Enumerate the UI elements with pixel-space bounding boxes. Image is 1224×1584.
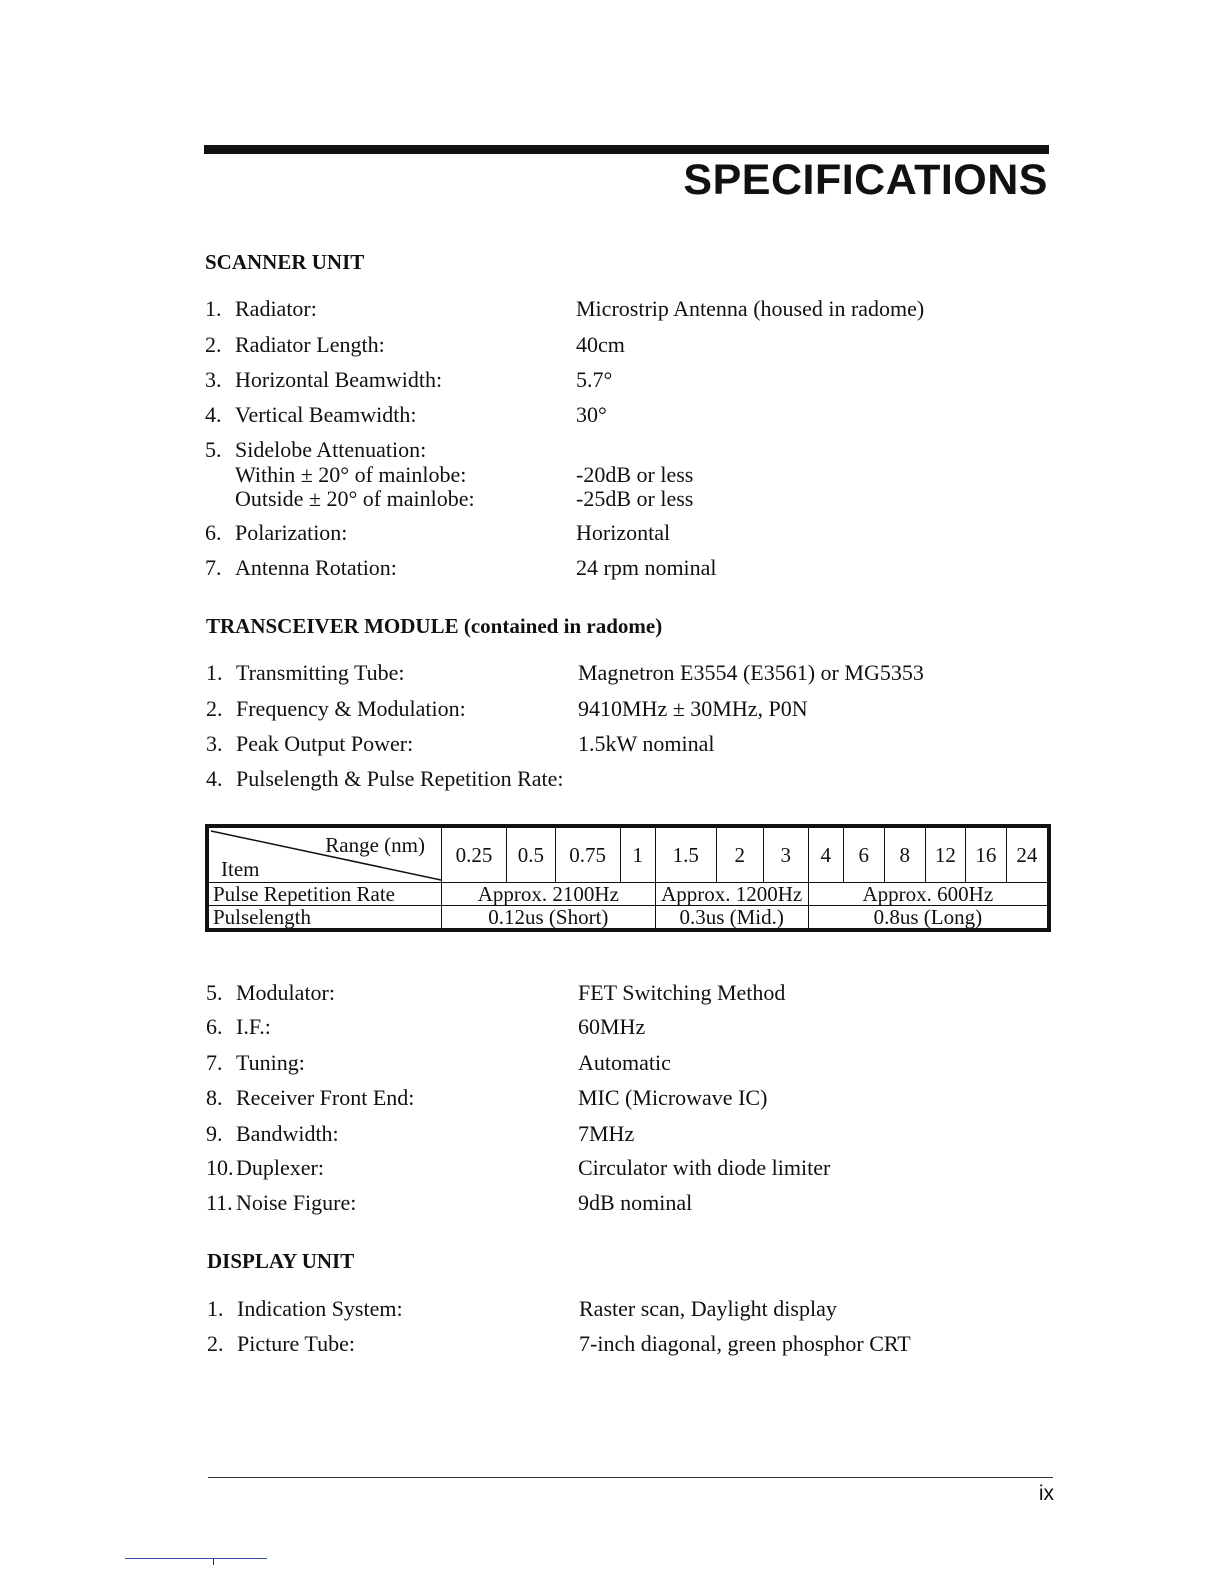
footer-rule: [208, 1477, 1053, 1478]
spec-value: Circulator with diode limiter: [578, 1155, 831, 1180]
range-cell: 3: [763, 826, 808, 883]
spec-value: 7MHz: [578, 1121, 635, 1146]
sidelobe-value: -20dB or less: [576, 462, 694, 487]
table-row: [207, 906, 1049, 931]
spec-label: Pulselength & Pulse Repetition Rate:: [236, 766, 564, 791]
spec-label: Bandwidth:: [236, 1121, 339, 1146]
sidelobe-label: Within ± 20° of mainlobe:: [235, 462, 467, 487]
range-header: Range (nm): [325, 833, 425, 857]
item-number: 3.: [205, 367, 222, 392]
spec-value: 60MHz: [578, 1014, 646, 1039]
item-number: 6.: [206, 1014, 223, 1039]
item-number: 5.: [205, 437, 222, 462]
range-cell: 12: [925, 826, 965, 883]
spec-value: Microstrip Antenna (housed in radome): [576, 296, 925, 321]
range-cell: 2: [716, 826, 763, 883]
item-number: 3.: [206, 731, 223, 756]
spec-value: Horizontal: [576, 520, 671, 545]
group-value: Approx. 1200Hz: [655, 883, 808, 906]
spec-label: Radiator Length:: [235, 332, 385, 357]
spec-value: MIC (Microwave IC): [578, 1085, 768, 1110]
display-unit-heading: DISPLAY UNIT: [207, 1249, 355, 1273]
scan-artifact-tick: [213, 1559, 214, 1565]
range-cell: 0.25: [442, 826, 507, 883]
spec-value: 9410MHz ± 30MHz, P0N: [578, 696, 808, 721]
item-number: 1.: [207, 1296, 224, 1321]
title-rule: [204, 145, 1049, 154]
spec-label: Peak Output Power:: [236, 731, 414, 756]
item-number: 2.: [206, 696, 223, 721]
spec-value: 24 rpm nominal: [576, 555, 717, 580]
item-number: 11.: [206, 1190, 233, 1215]
item-number: 8.: [206, 1085, 223, 1110]
item-number: 5.: [206, 980, 223, 1005]
item-number: 9.: [206, 1121, 223, 1146]
spec-label: Noise Figure:: [236, 1190, 357, 1215]
item-number: 4.: [206, 766, 223, 791]
spec-value: 9dB nominal: [578, 1190, 693, 1215]
item-number: 4.: [205, 402, 222, 427]
spec-label: I.F.:: [236, 1014, 271, 1039]
page-title: SPECIFICATIONS: [683, 156, 1048, 204]
scan-artifact-line: [125, 1558, 267, 1559]
range-cell: 6: [843, 826, 884, 883]
spec-label: Vertical Beamwidth:: [235, 402, 417, 427]
spec-value: 1.5kW nominal: [578, 731, 715, 756]
range-cell: 1.5: [655, 826, 716, 883]
range-cell: 24: [1006, 826, 1049, 883]
spec-label: Horizontal Beamwidth:: [235, 367, 443, 392]
item-number: 10.: [206, 1155, 234, 1180]
item-header: Item: [221, 857, 260, 881]
spec-value: 40cm: [576, 332, 625, 357]
spec-label: Duplexer:: [236, 1155, 324, 1180]
range-cell: 0.5: [507, 826, 556, 883]
item-number: 7.: [206, 1050, 223, 1075]
range-cell: 8: [884, 826, 925, 883]
group-value: 0.3us (Mid.): [655, 906, 808, 931]
spec-label: Frequency & Modulation:: [236, 696, 466, 721]
spec-label: Receiver Front End:: [236, 1085, 415, 1110]
range-cell: 4: [808, 826, 843, 883]
spec-label: Modulator:: [236, 980, 335, 1005]
spec-value: Raster scan, Daylight display: [579, 1296, 837, 1321]
spec-label: Sidelobe Attenuation:: [235, 437, 427, 462]
spec-label: Transmitting Tube:: [236, 660, 405, 685]
group-value: 0.8us (Long): [808, 906, 1049, 931]
table-header-row: [207, 826, 1049, 883]
pulse-table: [205, 824, 1051, 932]
spec-value: FET Switching Method: [578, 980, 786, 1005]
range-cell: 16: [966, 826, 1006, 883]
group-value: Approx. 600Hz: [808, 883, 1049, 906]
table-row: [207, 883, 1049, 906]
item-number: 1.: [206, 660, 223, 685]
spec-value: 30°: [576, 402, 607, 427]
sidelobe-value: -25dB or less: [576, 486, 694, 511]
row-item-label: Pulse Repetition Rate: [207, 883, 442, 906]
spec-label: Indication System:: [237, 1296, 403, 1321]
range-cell: 0.75: [555, 826, 620, 883]
spec-value: Magnetron E3554 (E3561) or MG5353: [578, 660, 924, 685]
scanner-unit-heading: SCANNER UNIT: [205, 250, 365, 274]
range-item-header-cell: [207, 826, 442, 883]
group-value: Approx. 2100Hz: [442, 883, 656, 906]
item-number: 6.: [205, 520, 222, 545]
item-number: 2.: [207, 1331, 224, 1356]
group-value: 0.12us (Short): [442, 906, 656, 931]
spec-label: Tuning:: [236, 1050, 305, 1075]
spec-label: Polarization:: [235, 520, 348, 545]
spec-label: Radiator:: [235, 296, 317, 321]
item-number: 1.: [205, 296, 222, 321]
range-cell: 1: [620, 826, 655, 883]
spec-value: 5.7°: [576, 367, 613, 392]
spec-label: Antenna Rotation:: [235, 555, 397, 580]
item-number: 7.: [205, 555, 222, 580]
page-number: ix: [1038, 1482, 1054, 1505]
spec-value: Automatic: [578, 1050, 671, 1075]
spec-value: 7-inch diagonal, green phosphor CRT: [579, 1331, 911, 1356]
item-number: 2.: [205, 332, 222, 357]
sidelobe-label: Outside ± 20° of mainlobe:: [235, 486, 475, 511]
row-item-label: Pulselength: [207, 906, 442, 931]
transceiver-module-heading: TRANSCEIVER MODULE (contained in radome): [206, 614, 663, 638]
spec-label: Picture Tube:: [237, 1331, 355, 1356]
